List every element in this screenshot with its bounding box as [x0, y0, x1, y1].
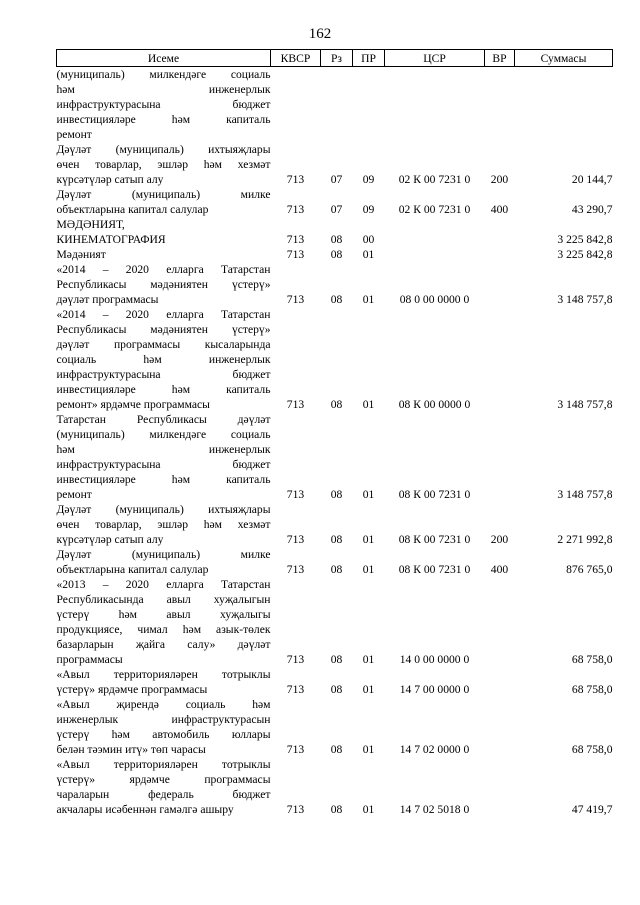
- kvsr-cell: 713: [286, 173, 305, 186]
- table-row: [57, 247, 613, 262]
- item-name-line: объектларына капитал салулар: [56, 563, 209, 576]
- item-name-line: күрсәтүләр сатып алу: [56, 533, 164, 546]
- table-header-row: [57, 50, 613, 67]
- item-name-line: чараларын федераль бюджет: [56, 788, 271, 801]
- header-rz: Рз: [321, 50, 353, 67]
- item-name-line: «2013 – 2020 елларга Татарстан: [56, 578, 271, 591]
- item-name-line: Республикасы мәдәниятен үстерү»: [56, 278, 271, 291]
- sum-cell: 3 148 757,8: [557, 398, 613, 411]
- vr-cell: [485, 757, 515, 817]
- header-vr: ВР: [485, 50, 515, 67]
- pr-cell: 09: [362, 173, 375, 186]
- kvsr-cell: 713: [286, 293, 305, 306]
- item-name-line: Дәүләт (муниципаль) милке: [56, 548, 271, 561]
- csr-cell: 08 К 00 7231 0: [398, 488, 471, 501]
- csr-cell: 08 0 00 0000 0: [399, 293, 470, 306]
- item-name-line: ремонт» ярдәмче программасы: [56, 398, 210, 411]
- item-name-line: продукциясе, чимал һәм азык-төлек: [56, 623, 271, 636]
- item-name-line: Мәдәният: [56, 248, 106, 261]
- vr-cell: [485, 307, 515, 412]
- csr-cell: [385, 217, 485, 247]
- item-name-line: инженерлык инфраструктурасын: [56, 713, 271, 726]
- item-name-line: «Авыл территорияләрен тотрыклы: [56, 668, 271, 681]
- header-name: Исеме: [57, 50, 271, 67]
- item-name-line: ремонт: [56, 128, 92, 141]
- item-name-line: инфраструктурасына бюджет: [56, 98, 271, 111]
- item-name-line: инфраструктурасына бюджет: [56, 368, 271, 381]
- item-name-line: инвестицияләре һәм капиталь: [56, 113, 271, 126]
- vr-cell: [485, 247, 515, 262]
- vr-cell: [485, 262, 515, 307]
- csr-cell: 08 К 00 7231 0: [398, 563, 471, 576]
- item-name-line: һәм инженерлык: [56, 83, 271, 96]
- item-name-line: «Авыл территорияләрен тотрыклы: [56, 758, 271, 771]
- item-name-line: МӘДӘНИЯТ,: [56, 218, 125, 231]
- rz-cell: [321, 67, 353, 143]
- sum-cell: 68 758,0: [571, 653, 613, 666]
- rz-cell: 08: [330, 683, 343, 696]
- rz-cell: 08: [330, 248, 343, 261]
- item-name-cell: [57, 307, 271, 412]
- csr-cell: 02 К 00 7231 0: [398, 173, 471, 186]
- item-name-line: үстерү» ярдәмче программасы: [56, 773, 271, 786]
- rz-cell: 08: [330, 803, 343, 816]
- pr-cell: 01: [362, 533, 375, 546]
- sum-cell: 2 271 992,8: [557, 533, 613, 546]
- sum-cell: 43 290,7: [571, 203, 613, 216]
- sum-cell: 3 148 757,8: [557, 293, 613, 306]
- item-name-line: инфраструктурасына бюджет: [56, 458, 271, 471]
- item-name-line: өчен товарлар, эшләр һәм хезмәт: [56, 158, 271, 171]
- vr-cell: 200: [490, 173, 509, 186]
- sum-cell: 68 758,0: [571, 743, 613, 756]
- table-body: [57, 67, 613, 818]
- pr-cell: 01: [362, 398, 375, 411]
- sum-cell: 20 144,7: [571, 173, 613, 186]
- item-name-cell: [57, 142, 271, 187]
- kvsr-cell: 713: [286, 563, 305, 576]
- sum-cell: 47 419,7: [571, 803, 613, 816]
- vr-cell: 400: [490, 563, 509, 576]
- vr-cell: 200: [490, 533, 509, 546]
- table-row: [57, 142, 613, 187]
- item-name-line: күрсәтүләр сатып алу: [56, 173, 164, 186]
- sum-cell: 3 225 842,8: [557, 248, 613, 261]
- rz-cell: 08: [330, 653, 343, 666]
- vr-cell: [485, 667, 515, 697]
- header-csr: ЦСР: [385, 50, 485, 67]
- csr-cell: 14 7 00 0000 0: [399, 683, 470, 696]
- csr-cell: 08 К 00 7231 0: [398, 533, 471, 546]
- vr-cell: [485, 412, 515, 502]
- sum-cell: 3 225 842,8: [557, 233, 613, 246]
- vr-cell: 400: [490, 203, 509, 216]
- item-name-line: «Авыл җирендә социаль һәм: [56, 698, 271, 711]
- table-row: [57, 577, 613, 667]
- budget-table: [56, 49, 613, 817]
- item-name-line: Дәүләт (муниципаль) милке: [56, 188, 271, 201]
- vr-cell: [485, 577, 515, 667]
- rz-cell: 08: [330, 233, 343, 246]
- item-name-line: Республикасы мәдәниятен үстерү»: [56, 323, 271, 336]
- item-name-line: инвестицияләре һәм капиталь: [56, 473, 271, 486]
- item-name-line: социаль һәм инженерлык: [56, 353, 271, 366]
- sum-cell: 876 765,0: [566, 563, 613, 576]
- pr-cell: 00: [362, 233, 375, 246]
- item-name-cell: [57, 697, 271, 757]
- kvsr-cell: 713: [286, 203, 305, 216]
- kvsr-cell: 713: [286, 533, 305, 546]
- table-row: [57, 67, 613, 143]
- item-name-line: дәүләт программасы: [56, 293, 159, 306]
- pr-cell: [353, 67, 385, 143]
- table-row: [57, 307, 613, 412]
- pr-cell: 01: [362, 803, 375, 816]
- pr-cell: 01: [362, 488, 375, 501]
- sum-cell: 3 148 757,8: [557, 488, 613, 501]
- vr-cell: [485, 217, 515, 247]
- item-name-cell: [57, 667, 271, 697]
- header-kvsr: КВСР: [271, 50, 321, 67]
- vr-cell: [485, 697, 515, 757]
- pr-cell: 01: [362, 293, 375, 306]
- item-name-line: программасы: [56, 653, 123, 666]
- rz-cell: 08: [330, 398, 343, 411]
- item-name-cell: [57, 262, 271, 307]
- item-name-cell: [57, 502, 271, 547]
- item-name-line: объектларына капитал салулар: [56, 203, 209, 216]
- item-name-line: КИНЕМАТОГРАФИЯ: [56, 233, 166, 246]
- item-name-cell: [57, 577, 271, 667]
- item-name-cell: [57, 217, 271, 247]
- kvsr-cell: [271, 67, 321, 143]
- table-row: [57, 262, 613, 307]
- table-row: [57, 697, 613, 757]
- csr-cell: [385, 67, 485, 143]
- item-name-cell: [57, 757, 271, 817]
- csr-cell: 08 К 00 0000 0: [398, 398, 471, 411]
- kvsr-cell: 713: [286, 248, 305, 261]
- pr-cell: 01: [362, 653, 375, 666]
- item-name-line: «2014 – 2020 елларга Татарстан: [56, 263, 271, 276]
- rz-cell: 08: [330, 743, 343, 756]
- item-name-line: Дәүләт (муниципаль) ихтыяҗлары: [56, 143, 271, 156]
- sum-cell: [515, 67, 613, 143]
- rz-cell: 08: [330, 293, 343, 306]
- vr-cell: [485, 67, 515, 143]
- item-name-cell: [57, 547, 271, 577]
- table-row: [57, 412, 613, 502]
- table-row: [57, 217, 613, 247]
- item-name-line: Дәүләт (муниципаль) ихтыяҗлары: [56, 503, 271, 516]
- item-name-line: (муниципаль) милкендәге социаль: [56, 428, 271, 441]
- kvsr-cell: 713: [286, 803, 305, 816]
- pr-cell: 01: [362, 563, 375, 576]
- header-sum: Суммасы: [515, 50, 613, 67]
- sum-cell: 68 758,0: [571, 683, 613, 696]
- table-row: [57, 502, 613, 547]
- item-name-line: өчен товарлар, эшләр һәм хезмәт: [56, 518, 271, 531]
- kvsr-cell: 713: [286, 398, 305, 411]
- csr-cell: 14 0 00 0000 0: [399, 653, 470, 666]
- kvsr-cell: 713: [286, 683, 305, 696]
- csr-cell: 14 7 02 0000 0: [399, 743, 470, 756]
- item-name-line: үстерү һәм авыл хуҗалыгы: [56, 608, 271, 621]
- item-name-cell: [57, 412, 271, 502]
- header-pr: ПР: [353, 50, 385, 67]
- kvsr-cell: 713: [286, 743, 305, 756]
- item-name-line: инвестицияләре һәм капиталь: [56, 383, 271, 396]
- pr-cell: 09: [362, 203, 375, 216]
- item-name-line: үстерү һәм автомобиль юллары: [56, 728, 271, 741]
- item-name-line: Республикасында авыл хуҗалыгын: [56, 593, 271, 606]
- rz-cell: 08: [330, 488, 343, 501]
- item-name-line: (муниципаль) милкендәге социаль: [56, 68, 271, 81]
- item-name-line: базарларын җайга салу» дәүләт: [56, 638, 271, 651]
- item-name-line: акчалары исәбеннән гамәлгә ашыру: [56, 803, 234, 816]
- csr-cell: 02 К 00 7231 0: [398, 203, 471, 216]
- item-name-line: Татарстан Республикасы дәүләт: [56, 413, 271, 426]
- rz-cell: 07: [330, 203, 343, 216]
- pr-cell: 01: [362, 248, 375, 261]
- item-name-line: «2014 – 2020 елларга Татарстан: [56, 308, 271, 321]
- table-row: [57, 187, 613, 217]
- item-name-cell: [57, 67, 271, 143]
- page-number: 162: [308, 26, 332, 42]
- item-name-cell: [57, 187, 271, 217]
- kvsr-cell: 713: [286, 653, 305, 666]
- csr-cell: [385, 247, 485, 262]
- kvsr-cell: 713: [286, 488, 305, 501]
- item-name-line: белән тәэмин итү» төп чарасы: [56, 743, 206, 756]
- table-row: [57, 757, 613, 817]
- table-row: [57, 667, 613, 697]
- item-name-line: һәм инженерлык: [56, 443, 271, 456]
- item-name-cell: [57, 247, 271, 262]
- item-name-line: дәүләт программасы кысаларында: [56, 338, 271, 351]
- pr-cell: 01: [362, 743, 375, 756]
- pr-cell: 01: [362, 683, 375, 696]
- rz-cell: 08: [330, 533, 343, 546]
- kvsr-cell: 713: [286, 233, 305, 246]
- item-name-line: ремонт: [56, 488, 92, 501]
- rz-cell: 08: [330, 563, 343, 576]
- table-row: [57, 547, 613, 577]
- item-name-line: үстерү» ярдәмче программасы: [56, 683, 208, 696]
- csr-cell: 14 7 02 5018 0: [399, 803, 470, 816]
- rz-cell: 07: [330, 173, 343, 186]
